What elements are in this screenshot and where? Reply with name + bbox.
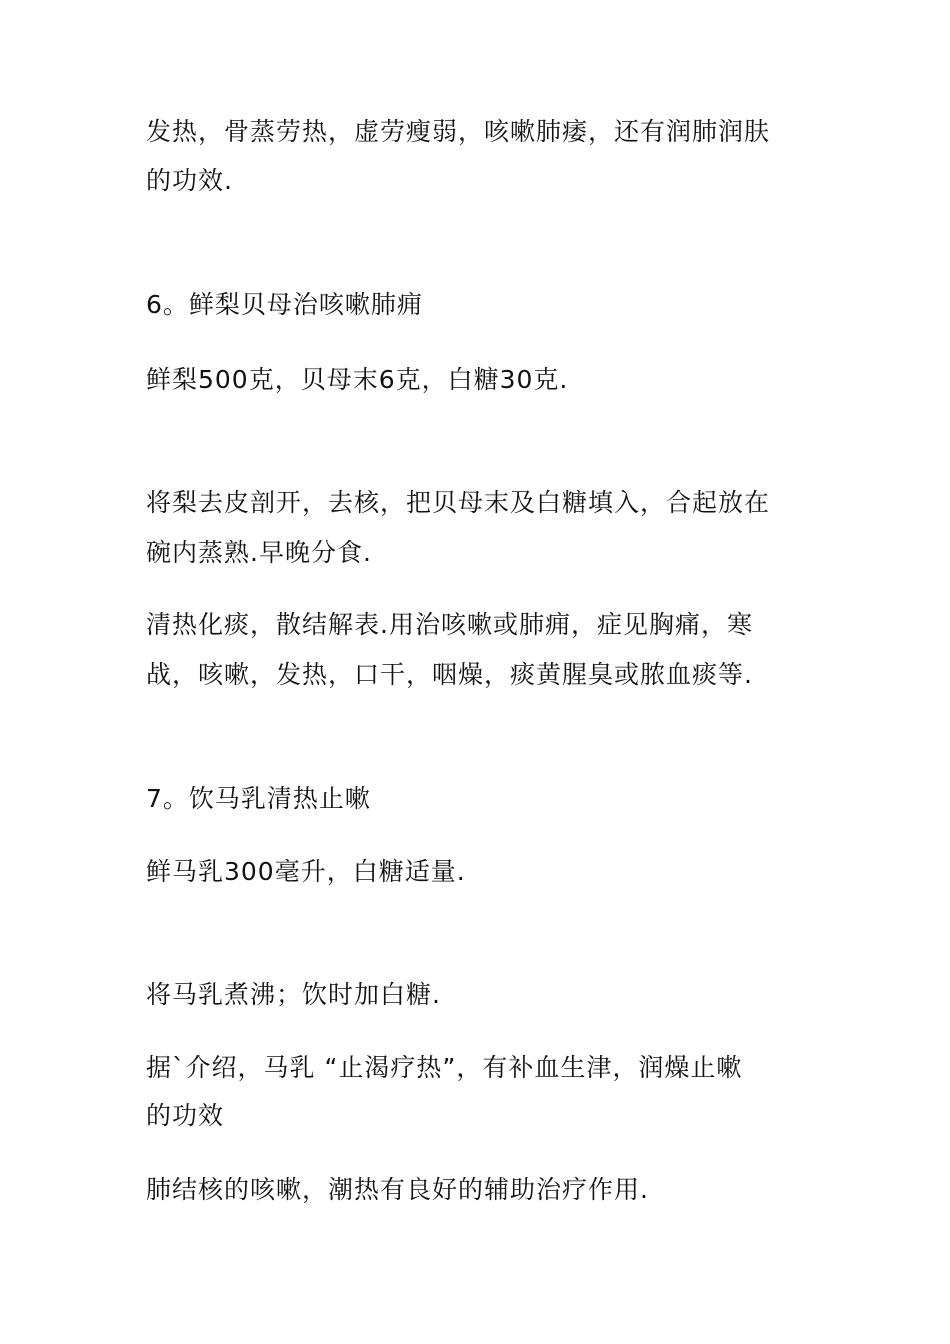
paragraph-line: 肺结核的咳嗽，潮热有良好的辅助治疗作用. (146, 1175, 649, 1204)
paragraph-line: 碗内蒸熟.早晚分食. (146, 538, 372, 567)
section-heading: 7。饮马乳清热止嗽 (146, 784, 371, 813)
paragraph-line: 据`介绍，马乳 “止渴疗热”，有补血生津，润燥止嗽 (146, 1053, 743, 1082)
paragraph-line: 的功效 (146, 1101, 225, 1130)
paragraph-line: 将马乳煮沸；饮时加白糖. (146, 980, 441, 1009)
paragraph-line: 发热，骨蒸劳热，虚劳瘦弱，咳嗽肺痿，还有润肺润肤 (146, 117, 771, 146)
ingredients-line: 鲜梨500克，贝母末6克，白糖30克. (146, 365, 569, 394)
ingredients-line: 鲜马乳300毫升，白糖适量. (146, 857, 466, 886)
section-heading: 6。鲜梨贝母治咳嗽肺痈 (146, 290, 423, 319)
paragraph-line: 清热化痰，散结解表.用治咳嗽或肺痈，症见胸痛，寒 (146, 610, 753, 639)
paragraph-line: 战，咳嗽，发热，口干，咽燥，痰黄腥臭或脓血痰等. (146, 660, 753, 689)
paragraph-line: 将梨去皮剖开，去核，把贝母末及白糖填入，合起放在 (146, 488, 771, 517)
paragraph-line: 的功效. (146, 166, 233, 195)
